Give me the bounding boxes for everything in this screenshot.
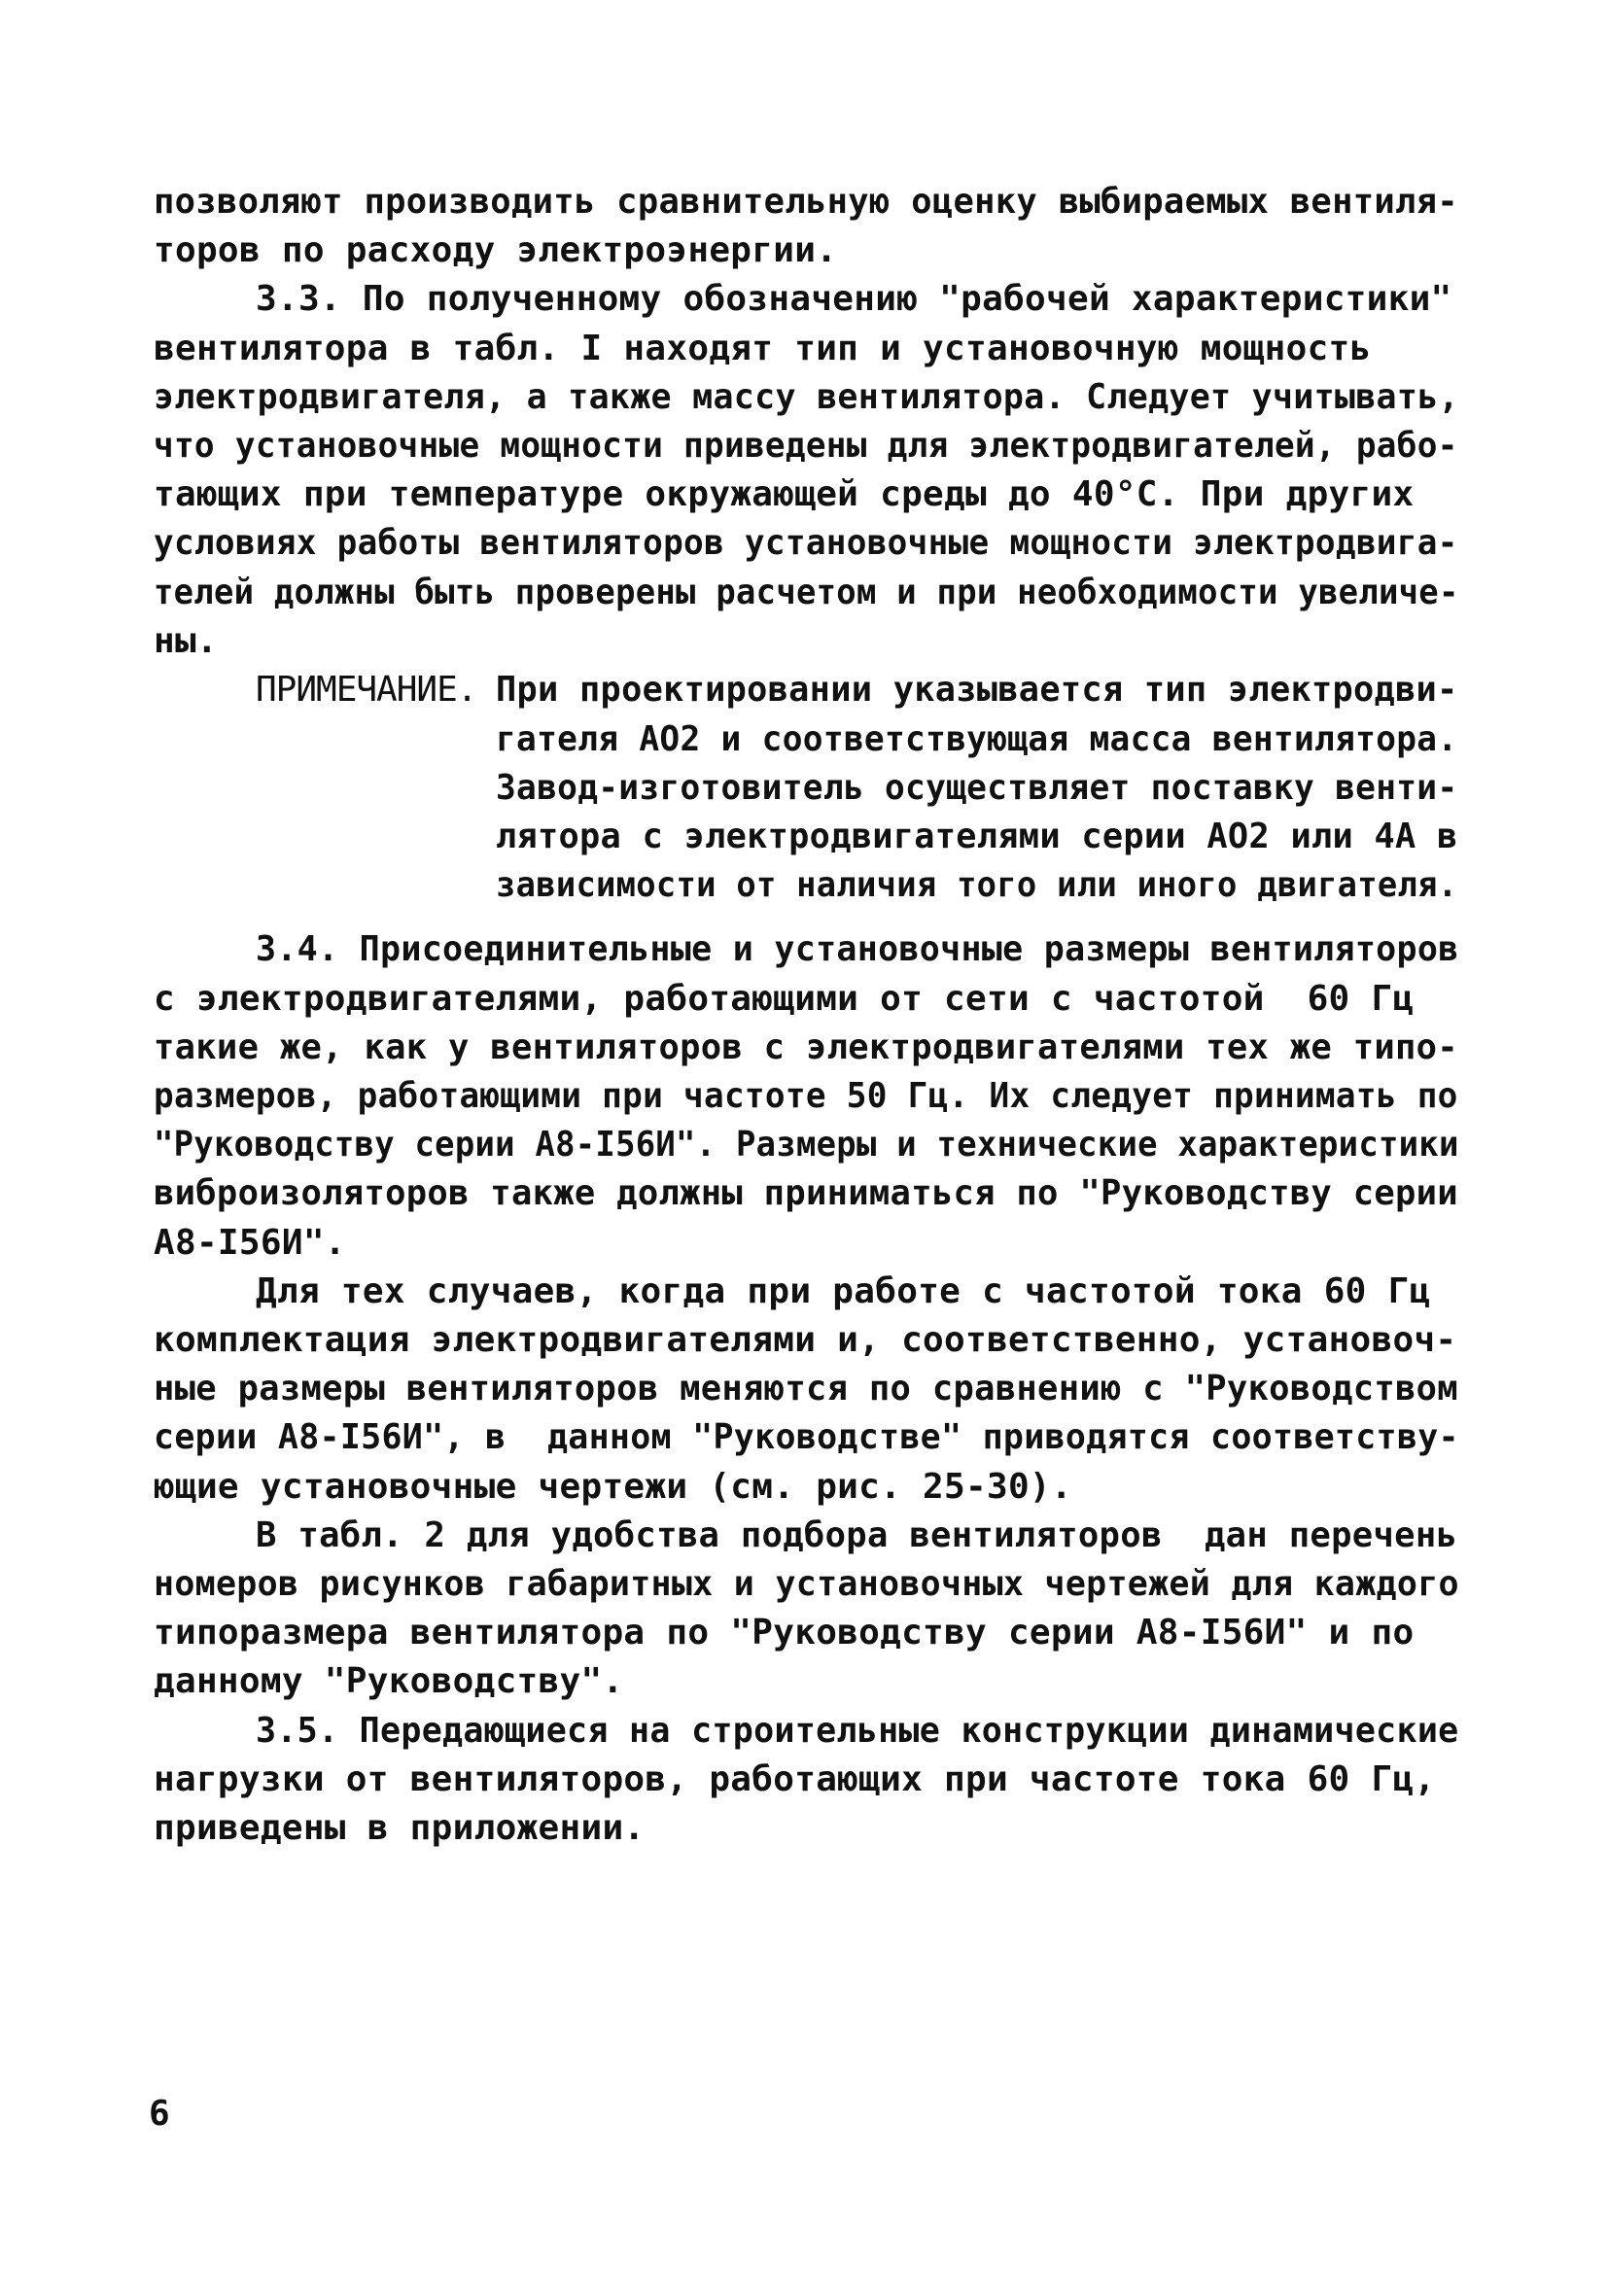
text-line: ющие установочные чертежи (см. рис. 25-30). xyxy=(154,1467,1072,1507)
text-line: ные размеры вентиляторов меняются по сравнению с "Руководством xyxy=(154,1369,1458,1409)
text-line: такие же, как у вентиляторов с электродвигателями тех же типо- xyxy=(154,1027,1458,1067)
note-line: Завод-изготовитель осуществляет поставку венти- xyxy=(496,768,1458,808)
text-line: электродвигателя, а также массу вентилятора. Следует учитывать, xyxy=(154,377,1459,417)
text-line: типоразмера вентилятора по "Руководству серии А8-I56И" и по xyxy=(154,1613,1415,1652)
note-line: лятора с электродвигателями серии АО2 или 4А в xyxy=(496,817,1458,856)
text-line: Для тех случаев, когда при работе с частотой тока 60 Гц xyxy=(256,1271,1431,1311)
text-line: "Руководству серии А8-I56И". Размеры и технические характеристики xyxy=(154,1125,1459,1165)
text-line: А8-I56И". xyxy=(154,1223,346,1263)
text-line: с электродвигателями, работающими от сети с частотой 60 Гц xyxy=(154,979,1415,1019)
text-line: 3.4. Присоединительные и установочные размеры вентиляторов xyxy=(256,929,1459,969)
text-line: торов по расходу электроэнергии. xyxy=(154,230,838,270)
note-label: ПРИМЕЧАНИЕ. xyxy=(256,670,477,710)
text-line: серии А8-I56И", в данном "Руководстве" приводятся соответству- xyxy=(154,1417,1459,1457)
text-line: данному "Руководству". xyxy=(154,1661,624,1701)
page-number: 6 xyxy=(149,2094,170,2134)
text-line: комплектация электродвигателями и, соответственно, установоч- xyxy=(154,1320,1457,1360)
text-line: условиях работы вентиляторов установочные мощности электродвига- xyxy=(154,523,1458,563)
text-line: размеров, работающими при частоте 50 Гц. Их следует принимать по xyxy=(154,1076,1458,1116)
text-line: В табл. 2 для удобства подбора вентиляторов дан перечень xyxy=(256,1515,1458,1555)
text-line: 3.3. По полученному обозначению "рабочей характеристики" xyxy=(256,279,1452,319)
note-line: зависимости от наличия того или иного двигателя. xyxy=(496,865,1458,905)
text-line: ны. xyxy=(154,621,218,661)
note-line: гателя АО2 и соответствующая масса вентилятора. xyxy=(496,719,1458,759)
text-line: телей должны быть проверены расчетом и при необходимости увеличе- xyxy=(154,573,1459,612)
text-line: вентилятора в табл. I находят тип и установочную мощность xyxy=(154,329,1372,368)
text-line: позволяют производить сравнительную оценку выбираемых вентиля- xyxy=(154,182,1458,222)
text-line: нагрузки от вентиляторов, работающих при частоте тока 60 Гц, xyxy=(154,1759,1436,1799)
text-line: приведены в приложении. xyxy=(154,1808,646,1848)
text-line: что установочные мощности приведены для электродвигателей, рабо- xyxy=(154,426,1458,466)
text-line: 3.5. Передающиеся на строительные конструкции динамические xyxy=(256,1711,1459,1751)
text-line: номеров рисунков габаритных и установочных чертежей для каждого xyxy=(154,1564,1459,1604)
text-line: тающих при температуре окружающей среды до 40°С. При других xyxy=(154,474,1415,514)
text-line: виброизоляторов также должны приниматься по "Руководству серии xyxy=(154,1173,1458,1213)
note-line: При проектировании указывается тип электродви- xyxy=(496,670,1458,710)
